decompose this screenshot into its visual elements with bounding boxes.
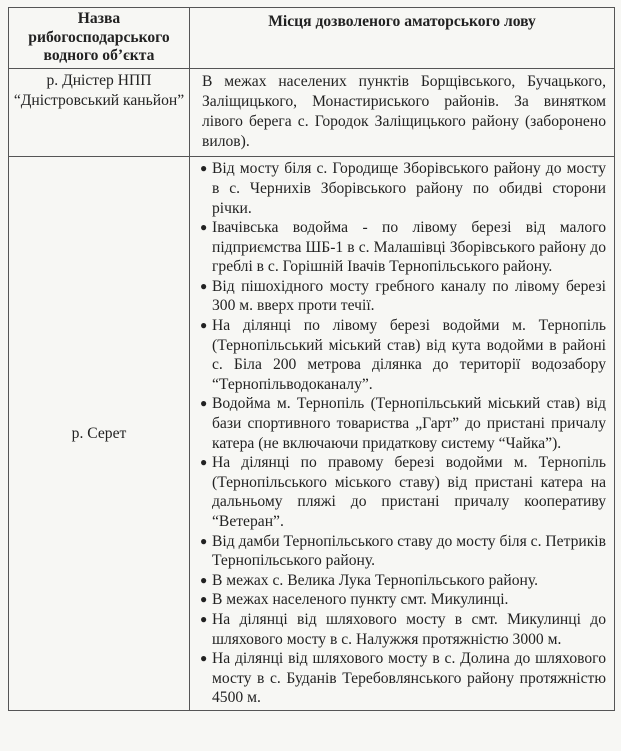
list-item [200, 610, 606, 649]
allowed-places-description: В межах населених пунктів Борщівського, Бучацького, Заліщицького, Монастириського районів. За винятком лівого берега с. Городок Заліщицького району (заборонено вилов). [190, 68, 615, 157]
bullet-icon: ● [200, 220, 208, 235]
list-item [200, 277, 606, 316]
list-item-text: Водойма м. Тернопіль (Тернопільський міський став) від бази спортивного товариства „Гарт” до пристані причалу катера (не включаючи придаткову систему “Чайка”). [212, 395, 606, 452]
allowed-places-list [190, 157, 614, 710]
list-item [200, 571, 606, 591]
fishing-places-table [8, 7, 615, 711]
list-item-text: Від мосту біля с. Городище Зборівського району до мосту в с. Чернихів Зборівського району по обидві сторони річки. [212, 160, 606, 217]
bullet-icon: ● [200, 455, 208, 470]
list-item-text: На ділянці по правому березі водойми м. Тернопіль (Тернопільського міського ставу) від пристані катера на дальньому пляжі до пристані причалу кооперативу “Ветеран”. [212, 454, 606, 530]
water-body-name: р. Дністер НПП “Дністровський каньйон” [9, 68, 190, 157]
allowed-places-list-cell [190, 157, 615, 711]
list-item-text: На ділянці від шляхового мосту в смт. Микулинці до шляхового мосту в с. Налужжя протяжністю 3000 м. [212, 610, 606, 648]
list-item [200, 218, 606, 277]
header-water-body-name: Назва рибогосподарського водного об’єкта [9, 8, 190, 69]
table-row [9, 68, 615, 157]
bullet-icon: ● [200, 651, 208, 666]
bullet-icon: ● [200, 161, 208, 176]
list-item [200, 590, 606, 610]
bullet-icon: ● [200, 592, 208, 607]
bullet-icon: ● [200, 396, 208, 411]
table-row [9, 157, 615, 711]
water-body-name: р. Серет [9, 157, 190, 711]
list-item-text: В межах с. Велика Лука Тернопільського району. [212, 571, 538, 589]
list-item [200, 316, 606, 394]
list-item [200, 159, 606, 218]
list-item-text: В межах населеного пункту смт. Микулинці. [212, 591, 509, 609]
list-item-text: Івачівська водойма - по лівому березі від малого підприємства ШБ-1 в с. Малашівці Зборівського району до греблі в с. Горішній Івачів Тернопільського району. [212, 219, 606, 276]
list-item [200, 453, 606, 531]
list-item [200, 532, 606, 571]
bullet-icon: ● [200, 278, 208, 293]
list-item-text: Від дамби Тернопільського ставу до мосту біля с. Петриків Тернопільського району. [212, 532, 606, 570]
list-item-text: На ділянці по лівому березі водойми м. Тернопіль (Тернопільський міський став) від кута водойми в районі с. Біла 200 метрова ділянка до території водозабору “Тернопільводоканалу”. [212, 317, 606, 393]
list-item-text: Від пішохідного мосту гребного каналу по лівому березі 300 м. вверх проти течії. [212, 277, 606, 315]
list-item [200, 394, 606, 453]
bullet-icon: ● [200, 611, 208, 626]
header-allowed-places: Місця дозволеного аматорського лову [190, 8, 615, 69]
list-item [200, 649, 606, 708]
bullet-icon: ● [200, 533, 208, 548]
bullet-icon: ● [200, 318, 208, 333]
list-item-text: На ділянці від шляхового мосту в с. Долина до шляхового мосту в с. Буданів Теребовлянського району протяжністю 4500 м. [212, 650, 606, 707]
bullet-icon: ● [200, 572, 208, 587]
table-header-row [9, 8, 615, 69]
